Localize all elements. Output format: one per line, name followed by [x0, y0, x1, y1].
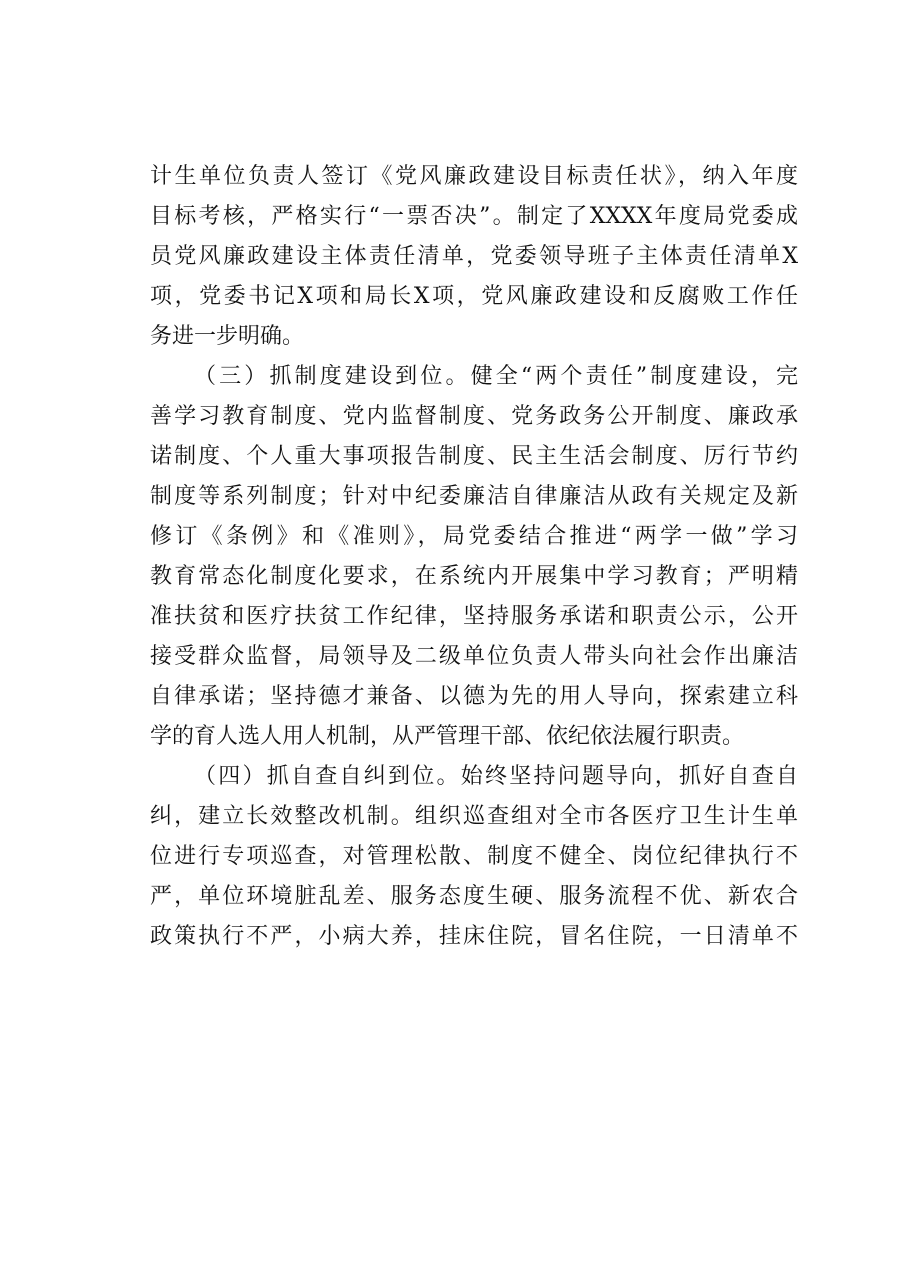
text-line: 诺制度、个人重大事项报告制度、民主生活会制度、厉行节约: [150, 444, 798, 469]
text-line: 计生单位负责人签订《党风廉政建设目标责任状》，纳入年度: [150, 164, 798, 189]
text-line: 位进行专项巡查，对管理松散、制度不健全、岗位纪律执行不: [150, 844, 798, 869]
text-line: 教育常态化制度化要求，在系统内开展集中学习教育；严明精: [150, 564, 798, 589]
text-line: 务进一步明确。: [150, 324, 305, 349]
text-line: 修订《条例》和《准则》，局党委结合推进“两学一做”学习: [150, 524, 798, 549]
text-line: 自律承诺；坚持德才兼备、以德为先的用人导向，探索建立科: [150, 684, 798, 709]
text-line: （四）抓自查自纠到位。始终坚持问题导向，抓好自查自: [194, 764, 798, 789]
text-line: 善学习教育制度、党内监督制度、党务政务公开制度、廉政承: [150, 404, 798, 429]
text-line: 员党风廉政建设主体责任清单，党委领导班子主体责任清单X: [150, 244, 798, 269]
document-body: [150, 157, 798, 957]
text-line: 制度等系列制度；针对中纪委廉洁自律廉洁从政有关规定及新: [150, 484, 798, 509]
text-line: 准扶贫和医疗扶贫工作纪律，坚持服务承诺和职责公示，公开: [150, 604, 798, 629]
paragraph: [150, 757, 798, 957]
paragraph: [150, 157, 798, 357]
text-line: 接受群众监督，局领导及二级单位负责人带头向社会作出廉洁: [150, 644, 798, 669]
paragraph: [150, 357, 798, 757]
text-line: （三）抓制度建设到位。健全“两个责任”制度建设，完: [194, 364, 798, 389]
text-line: 目标考核，严格实行“一票否决”。制定了XXXX年度局党委成: [150, 204, 798, 229]
text-line: 项，党委书记X项和局长X项，党风廉政建设和反腐败工作任: [150, 284, 798, 309]
text-line: 学的育人选人用人机制，从严管理干部、依纪依法履行职责。: [150, 724, 745, 749]
text-line: 严，单位环境脏乱差、服务态度生硬、服务流程不优、新农合: [150, 884, 798, 909]
text-line: 纠，建立长效整改机制。组织巡查组对全市各医疗卫生计生单: [150, 804, 798, 829]
text-line: 政策执行不严，小病大养，挂床住院，冒名住院，一日清单不: [150, 924, 798, 949]
